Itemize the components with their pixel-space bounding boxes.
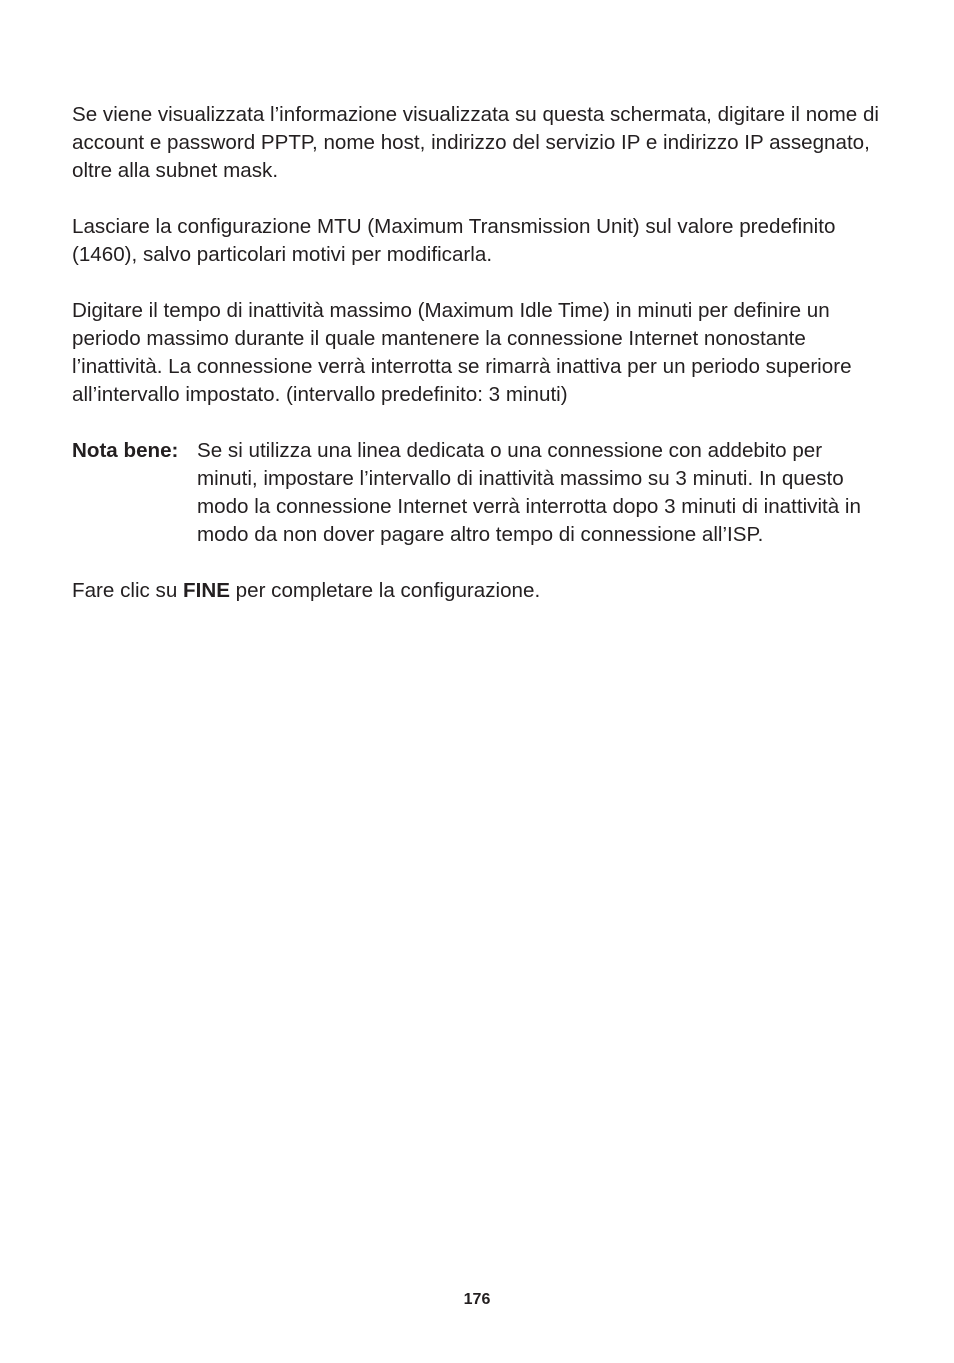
- paragraph-idle-time: Digitare il tempo di inattività massimo (Maximum Idle Time) in minuti per definire un periodo massimo durante il quale mantenere la connessione Internet nonostante l’inattività. La connessione verrà interrotta se rimarrà inattiva per un periodo superiore all’intervallo impostato. (intervallo predefinito: 3 minuti): [72, 299, 852, 406]
- page-number: 176: [463, 1291, 491, 1308]
- paragraph-finish: [72, 577, 887, 605]
- paragraph-pptp-info: Se viene visualizzata l’informazione visualizzata su questa schermata, digitare il nome di account e password PPTP, nome host, indirizzo del servizio IP e indirizzo IP assegnato, oltre alla subnet mask.: [72, 103, 879, 182]
- note-block: [72, 437, 887, 549]
- note-label: Nota bene:: [72, 439, 179, 462]
- finish-keyword: FINE: [183, 579, 230, 602]
- finish-suffix: per completare la configurazione.: [229, 579, 541, 602]
- page-content: [72, 101, 887, 633]
- paragraph-mtu: Lasciare la configurazione MTU (Maximum Transmission Unit) sul valore predefinito (1460), salvo particolari motivi per modificarla.: [72, 215, 836, 266]
- finish-prefix: Fare clic su: [72, 579, 184, 602]
- note-text: Se si utilizza una linea dedicata o una connessione con addebito per minuti, impostare l’intervallo di inattività massimo su 3 minuti. In questo modo la connessione Internet verrà interrotta dopo 3 minuti di inattività in modo da non dover pagare altro tempo di connessione all’ISP.: [197, 439, 861, 546]
